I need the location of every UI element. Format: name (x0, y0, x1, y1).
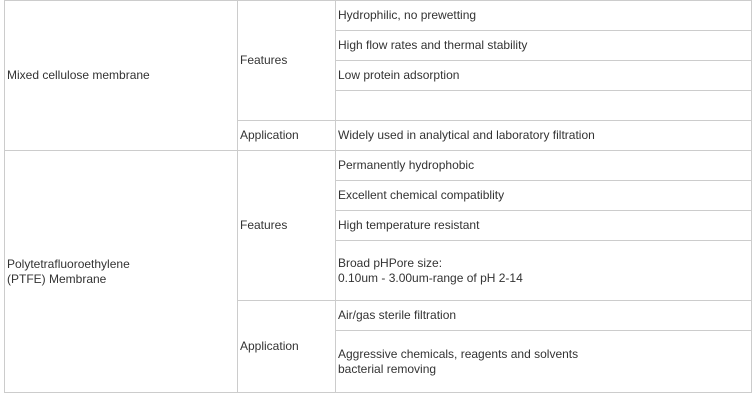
membrane-name: Mixed cellulose membrane (7, 68, 150, 82)
category-cell (238, 121, 336, 151)
application-cell (336, 121, 752, 151)
membrane-name-cell (5, 151, 238, 393)
membrane-spec-table (4, 0, 752, 393)
feature-cell-empty (336, 91, 752, 121)
feature-text: Low protein adsorption (338, 68, 460, 82)
feature-text: High temperature resistant (338, 218, 480, 232)
category-cell (238, 1, 336, 121)
membrane-name-line: (PTFE) Membrane (7, 271, 107, 286)
feature-cell (336, 1, 752, 31)
feature-cell (336, 61, 752, 91)
application-cell (336, 331, 752, 393)
feature-cell (336, 241, 752, 301)
application-text-line: bacterial removing (338, 361, 437, 376)
membrane-name-line: Polytetrafluoroethylene (7, 256, 130, 271)
table-row (5, 1, 752, 31)
feature-text-line: Broad pHPore size: (338, 255, 443, 270)
feature-text-line: 0.10um - 3.00um-range of pH 2-14 (338, 270, 523, 285)
feature-cell (336, 181, 752, 211)
feature-cell (336, 31, 752, 61)
feature-text: Permanently hydrophobic (338, 158, 475, 172)
feature-text: High flow rates and thermal stability (338, 38, 528, 52)
table-row (5, 151, 752, 181)
category-cell (238, 151, 336, 301)
application-text: Widely used in analytical and laboratory filtration (338, 128, 595, 142)
category-label: Application (240, 128, 299, 142)
category-label: Features (240, 218, 288, 232)
application-text-line: Aggressive chemicals, reagents and solvents (338, 346, 579, 361)
feature-text: Excellent chemical compatiblity (338, 188, 505, 202)
category-cell (238, 301, 336, 393)
membrane-name-cell (5, 1, 238, 151)
category-label: Application (240, 339, 299, 353)
feature-text: Hydrophilic, no prewetting (338, 8, 477, 22)
feature-cell (336, 211, 752, 241)
feature-cell (336, 151, 752, 181)
category-label: Features (240, 53, 288, 67)
application-cell (336, 301, 752, 331)
application-text: Air/gas sterile filtration (338, 308, 457, 322)
